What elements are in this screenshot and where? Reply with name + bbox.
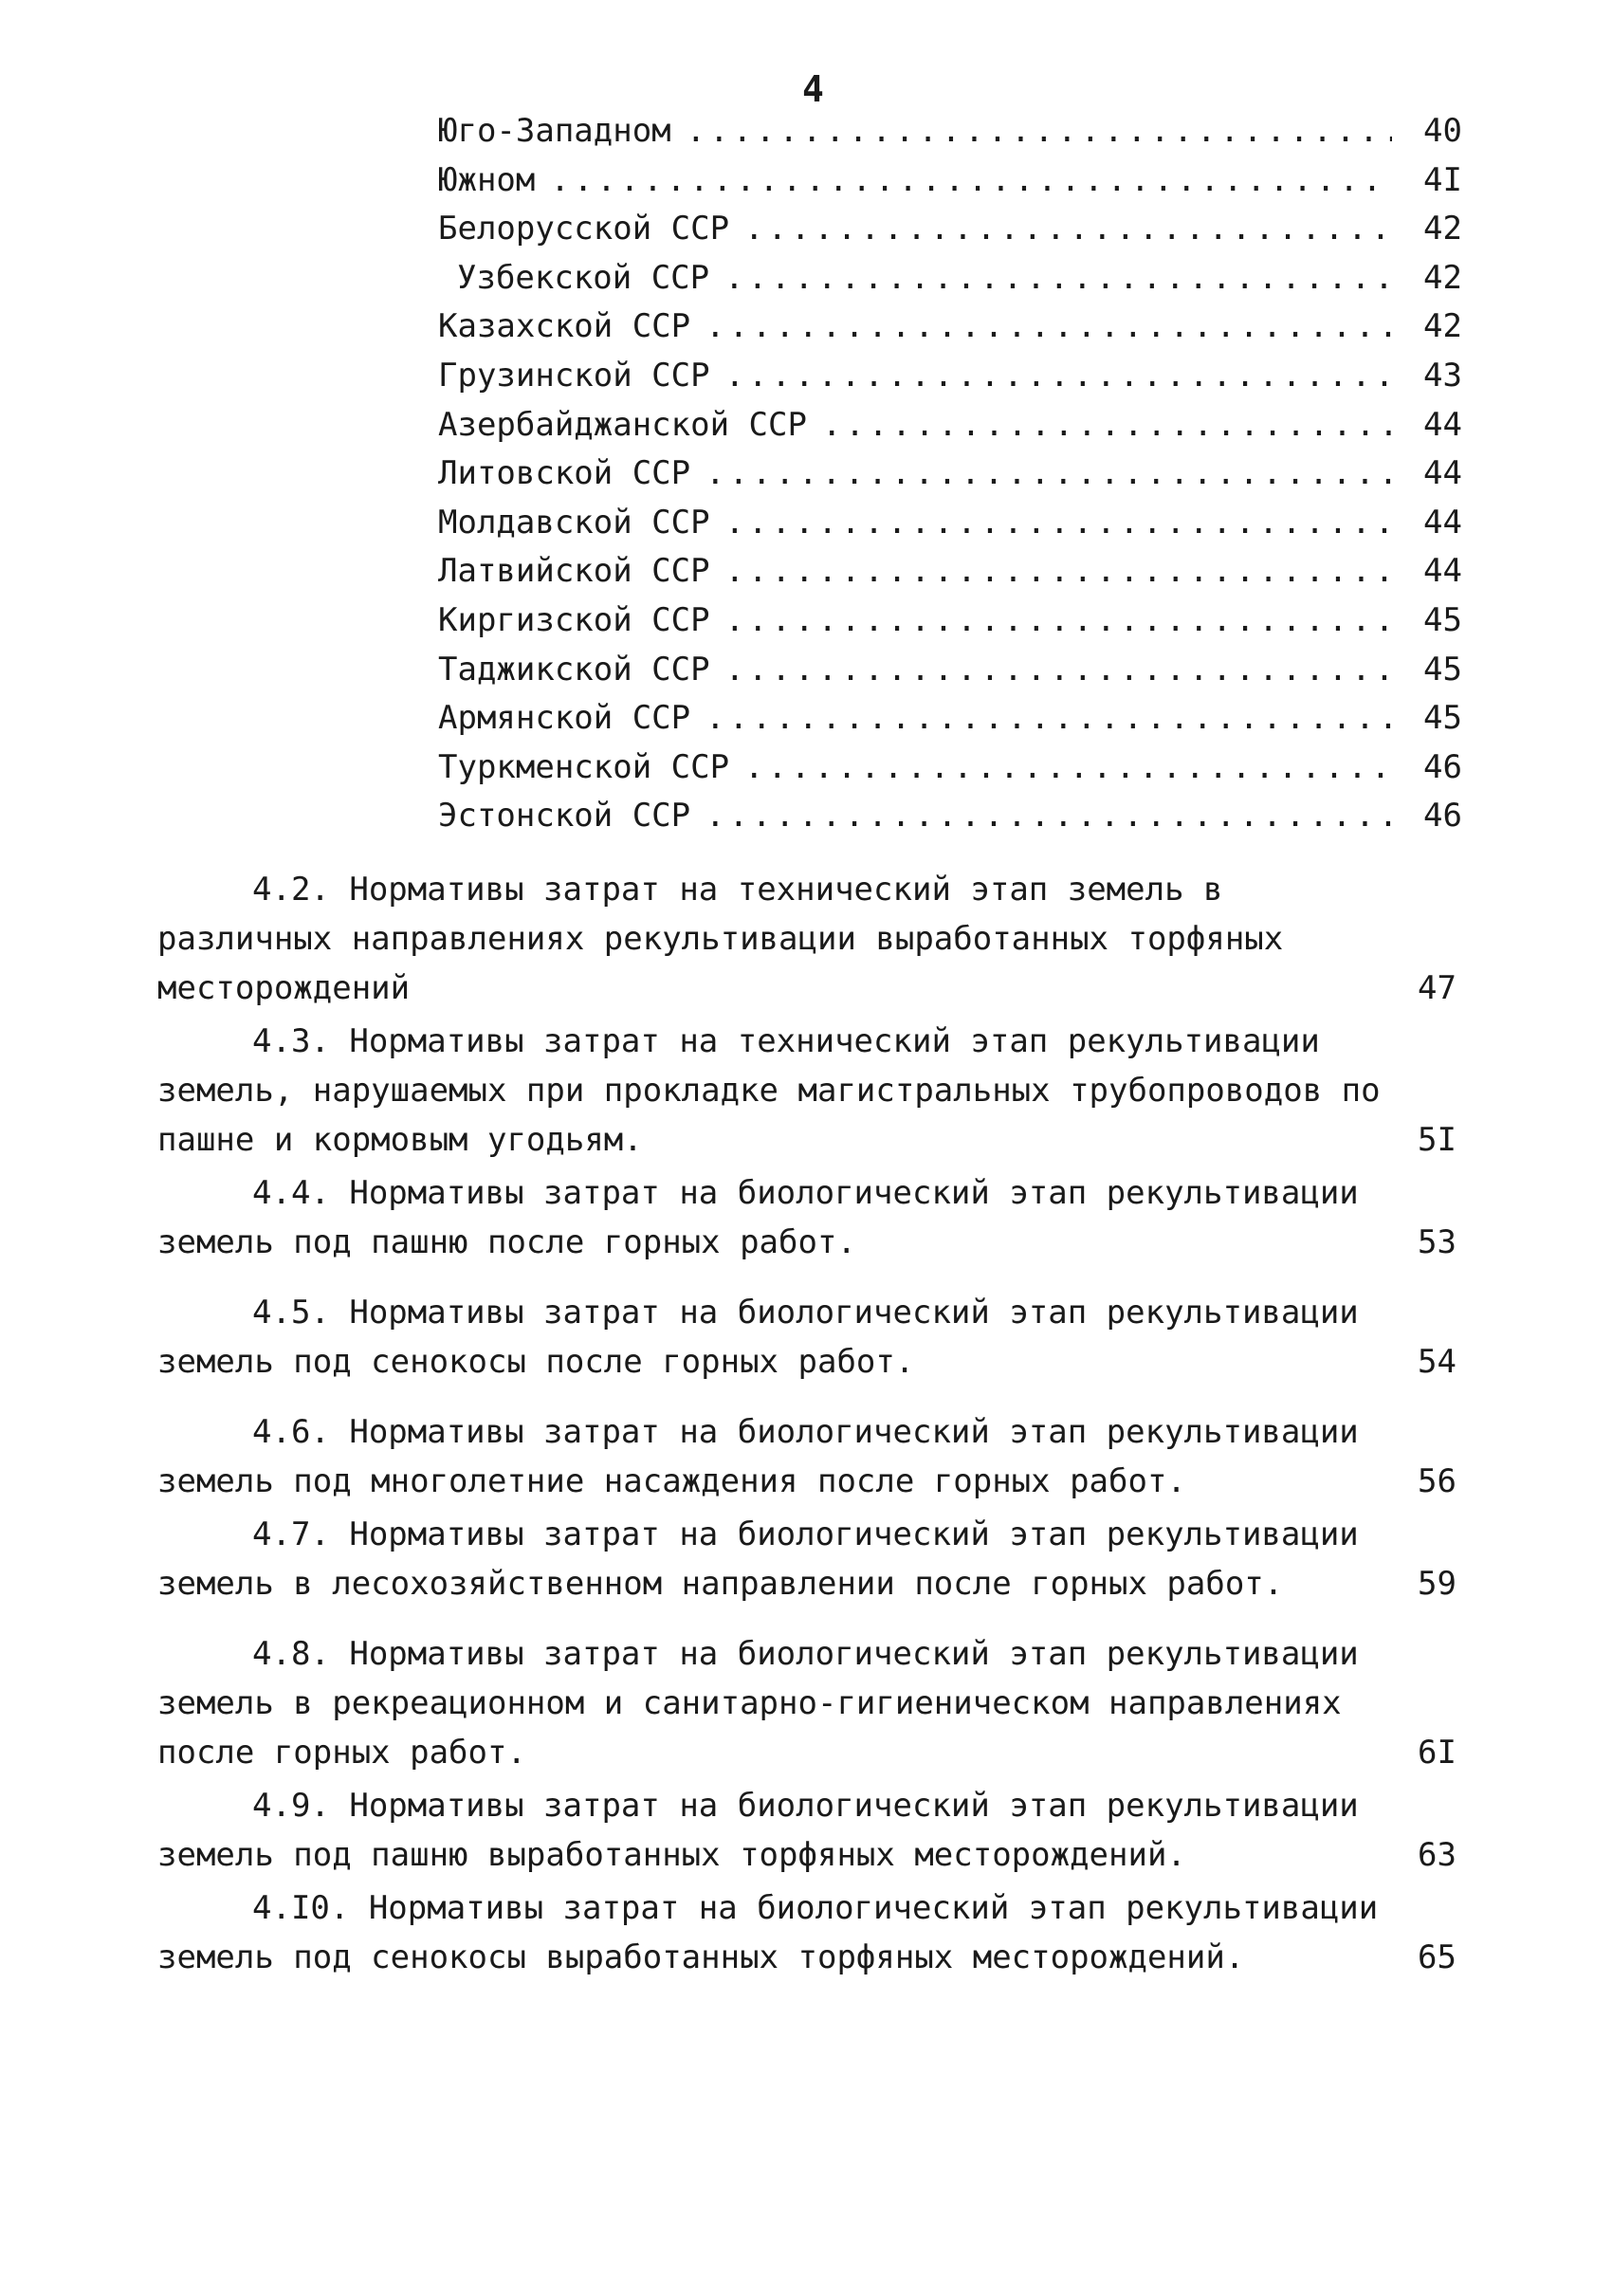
toc-sub-list [438,112,1462,846]
toc-sub-item [438,307,1462,357]
toc-sub-item [438,357,1462,406]
toc-sub-item-label: Киргизской ССР [438,600,710,639]
toc-leader-dots [725,651,1392,689]
toc-sub-item-label: Армянской ССР [438,699,691,738]
toc-entry-page: 54 [1418,1343,1456,1381]
toc-sub-item-label: Туркменской ССР [438,747,730,786]
toc-leader-dots [550,161,1392,199]
toc-entry-text: 4.I0. Нормативы затрат на биологический этап рекультивации земель под сенокосы выработанных торфяных месторождений. [157,1889,1379,1976]
toc-entry-text: 4.7. Нормативы затрат на биологический этап рекультивации земель в лесохозяйственном направлении после горных работ. [157,1515,1359,1603]
toc-sub-item-label: Латвийской ССР [438,552,710,591]
toc-sub-item [438,504,1462,553]
toc-entry-page: 6I [1418,1734,1456,1772]
toc-sub-item-label: Узбекской ССР [457,258,710,297]
toc-sub-item [438,748,1462,798]
toc-leader-dots [725,601,1392,639]
toc-sub-item-page: 45 [1423,600,1462,639]
toc-leader-dots [822,406,1392,444]
toc-leader-dots [725,504,1392,542]
toc-entry-text: 4.5. Нормативы затрат на биологический этап рекультивации земель под сенокосы после горных работ. [157,1294,1359,1381]
toc-entry-page: 65 [1418,1938,1456,1976]
toc-sub-item-page: 44 [1423,503,1462,542]
toc-entry-4-9 [157,1781,1456,1880]
toc-entry-text: 4.3. Нормативы затрат на технический этап рекультивации земель, нарушаемых при прокладке магистральных трубопроводов по пашне и кормовым угодьям. [157,1022,1381,1159]
toc-entry-page: 56 [1418,1462,1456,1500]
toc-main-list [157,865,1456,1982]
toc-sub-item-page: 40 [1423,112,1462,150]
toc-leader-dots [705,797,1392,835]
toc-entry-page: 53 [1418,1223,1456,1261]
toc-leader-dots [725,552,1392,590]
toc-sub-item [438,651,1462,700]
toc-sub-item-page: 42 [1423,210,1462,248]
toc-sub-item [438,406,1462,455]
toc-entry-4-5 [157,1288,1456,1387]
toc-sub-item-label: Эстонской ССР [438,797,691,836]
toc-leader-dots [724,259,1392,297]
toc-sub-item-page: 44 [1423,454,1462,493]
toc-entry-text: 4.6. Нормативы затрат на биологический этап рекультивации земель под многолетние насаждения после горных работ. [157,1413,1359,1500]
toc-sub-item [438,797,1462,846]
toc-sub-item-label: Азербайджанской ССР [438,405,807,444]
page-number: 4 [802,68,824,110]
toc-sub-item [438,601,1462,651]
toc-sub-item-label: Казахской ССР [438,307,691,346]
toc-sub-item-label: Молдавской ССР [438,503,710,542]
toc-entry-page: 59 [1418,1565,1456,1603]
toc-entry-page: 5I [1418,1121,1456,1159]
toc-leader-dots [744,748,1392,786]
toc-sub-item [438,112,1462,161]
toc-sub-item-page: 44 [1423,552,1462,591]
toc-entry-page: 63 [1418,1836,1456,1874]
toc-entry-4-4 [157,1168,1456,1267]
toc-sub-item-page: 46 [1423,747,1462,786]
toc-entry-4-3 [157,1017,1456,1165]
toc-sub-item-label: Юго-Западном [438,112,671,150]
toc-sub-item-page: 43 [1423,356,1462,395]
toc-leader-dots [705,699,1392,737]
toc-leader-dots [744,210,1392,248]
toc-entry-text: 4.8. Нормативы затрат на биологический этап рекультивации земель в рекреационном и санитарно-гигиеническом направлениях после горных работ. [157,1635,1359,1772]
toc-sub-item-page: 46 [1423,797,1462,836]
toc-entry-4-8 [157,1629,1456,1777]
toc-entry-text: 4.2. Нормативы затрат на технический этап земель в различных направлениях рекультивации выработанных торфяных месторождений [157,871,1284,1007]
toc-leader-dots [687,112,1392,150]
toc-sub-item [438,454,1462,504]
toc-entry-4-6 [157,1407,1456,1506]
toc-sub-item [438,161,1462,211]
toc-sub-item-page: 4I [1423,160,1462,199]
toc-entry-page: 47 [1418,969,1456,1007]
toc-leader-dots [725,357,1392,395]
toc-sub-item-label: Южном [438,160,536,199]
toc-sub-item-label: Белорусской ССР [438,210,730,248]
toc-sub-item-label: Грузинской ССР [438,356,710,395]
toc-sub-item-page: 45 [1423,699,1462,738]
toc-sub-item-label: Литовской ССР [438,454,691,493]
toc-sub-item-page: 45 [1423,650,1462,689]
toc-sub-item-page: 42 [1423,307,1462,346]
toc-sub-item [438,699,1462,748]
toc-sub-item-page: 42 [1423,258,1462,297]
toc-entry-4-10 [157,1883,1456,1982]
toc-sub-item [438,210,1462,259]
toc-sub-item [438,259,1462,308]
toc-entry-text: 4.4. Нормативы затрат на биологический этап рекультивации земель под пашню после горных работ. [157,1174,1359,1261]
toc-sub-item-label: Таджикской ССР [438,650,710,689]
toc-leader-dots [705,307,1392,345]
toc-entry-4-7 [157,1510,1456,1608]
toc-leader-dots [705,454,1392,492]
toc-entry-text: 4.9. Нормативы затрат на биологический этап рекультивации земель под пашню выработанных торфяных месторождений. [157,1787,1359,1874]
toc-entry-4-2 [157,865,1456,1013]
toc-sub-item-page: 44 [1423,405,1462,444]
toc-sub-item [438,552,1462,601]
